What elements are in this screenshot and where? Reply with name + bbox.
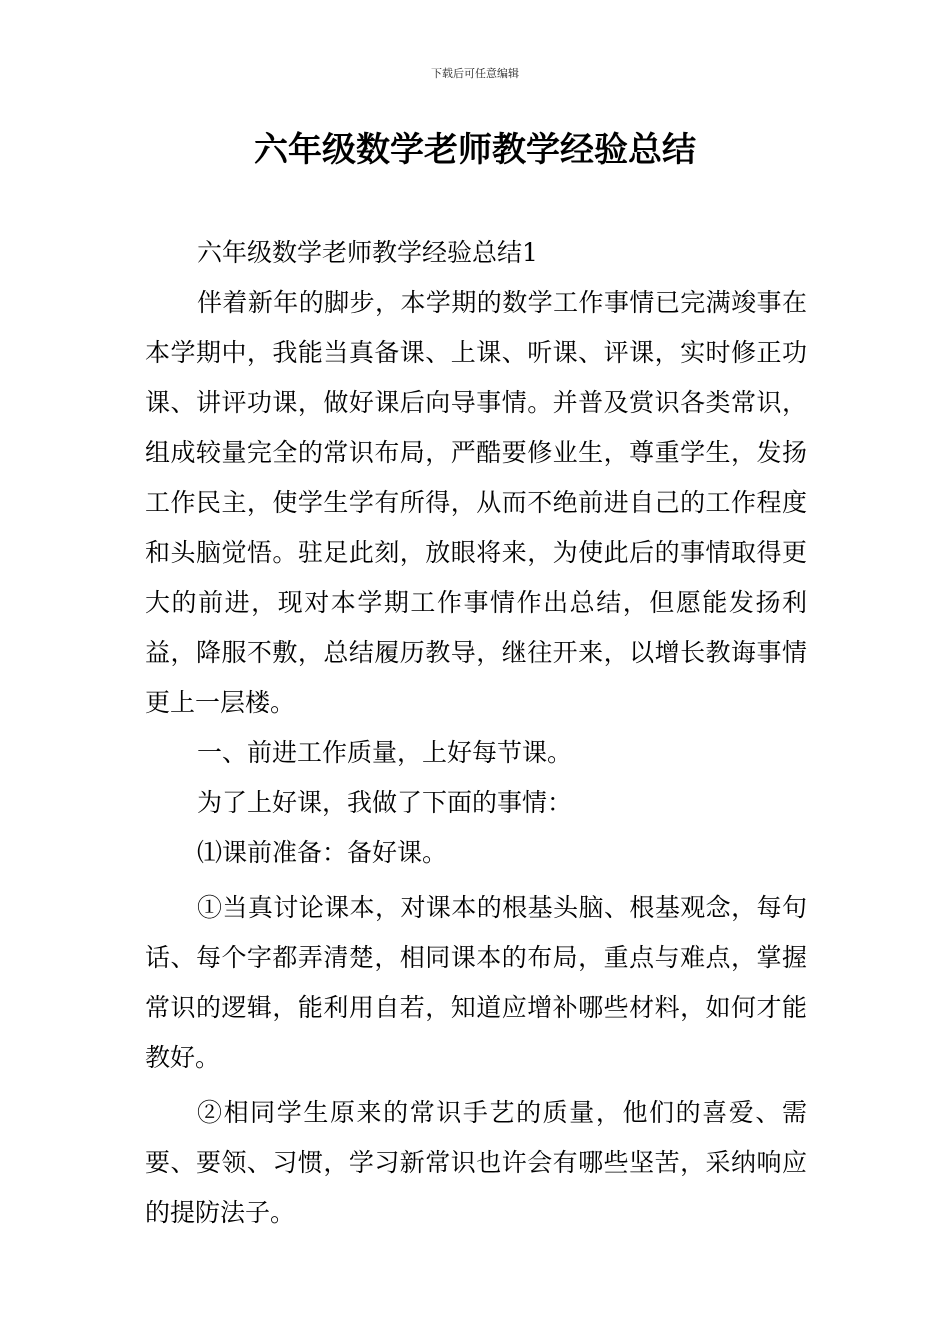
paragraph-intro: 伴着新年的脚步，本学期的数学工作事情已完满竣事在本学期中，我能当真备课、上课、听课、评课，实时修正功课、讲评功课，做好课后向导事情。并普及赏识各类常识，组成较量完全的常识布局，严酷要修业生，尊重学生，发扬工作民主，使学生学有所得，从而不绝前进自己的工作程度和头脑觉悟。驻足此刻，放眼将来，为使此后的事情取得更大的前进，现对本学期工作事情作出总结，但愿能发扬利益，降服不敷，总结履历教导，继往开来，以增长教诲事情更上一层楼。 <box>145 288 807 717</box>
paragraph-item-2: ②相同学生原来的常识手艺的质量，他们的喜爱、需要、要领、习惯，学习新常识也许会有哪些坚苦，采纳响应的提防法子。 <box>145 1098 807 1227</box>
paragraph-lead-in: 为了上好课，我做了下面的事情： <box>197 788 573 817</box>
paragraph-item-1: ①当真讨论课本，对课本的根基头脑、根基观念，每句话、每个字都弄清楚，相同课本的布局，重点与难点，掌握常识的逻辑，能利用自若，知道应增补哪些材料，如何才能教好。 <box>145 893 807 1072</box>
paragraph-section-heading: 一、前进工作质量，上好每节课。 <box>197 738 573 767</box>
paragraph-subheading: ⑴课前准备：备好课。 <box>197 838 448 867</box>
document-title: 六年级数学老师教学经验总结 <box>254 130 696 170</box>
paragraph-subtitle: 六年级数学老师教学经验总结1 <box>197 238 538 267</box>
document-body <box>145 228 807 1243</box>
header-note: 下载后可任意编辑 <box>431 67 519 80</box>
